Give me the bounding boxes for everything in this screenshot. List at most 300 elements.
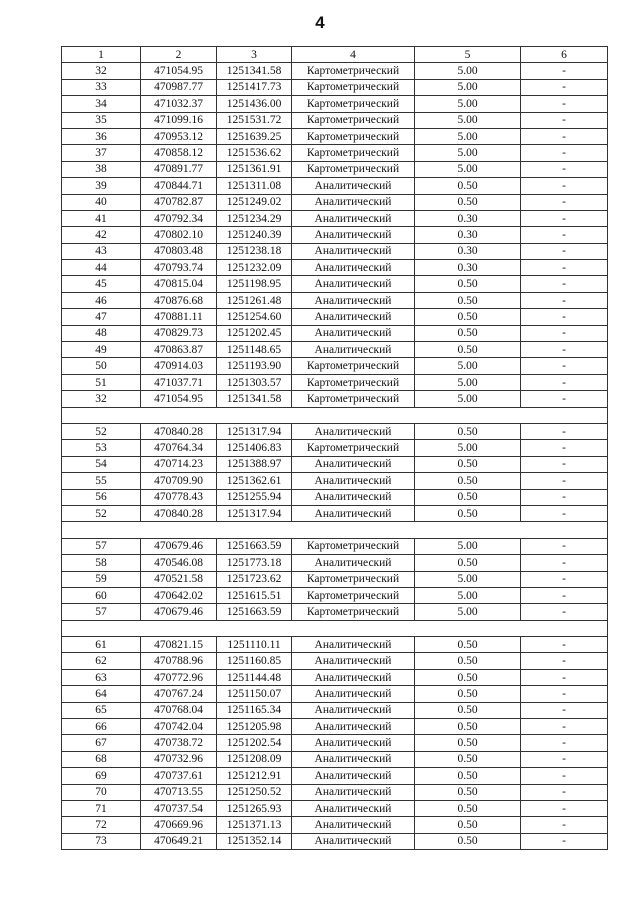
cell-accuracy: 0.50 — [415, 653, 521, 669]
cell-x-coordinate: 470709.90 — [141, 473, 217, 489]
cell-accuracy: 5.00 — [415, 374, 521, 390]
cell-method: Аналитический — [292, 719, 415, 735]
cell-x-coordinate: 470767.24 — [141, 686, 217, 702]
cell-y-coordinate: 1251240.39 — [217, 227, 292, 243]
cell-x-coordinate: 470788.96 — [141, 653, 217, 669]
table-row — [62, 719, 608, 735]
header-col-1: 1 — [62, 47, 141, 63]
cell-accuracy: 0.50 — [415, 178, 521, 194]
cell-method — [292, 522, 415, 538]
cell-accuracy: 0.50 — [415, 555, 521, 571]
table-row — [62, 342, 608, 358]
cell-point-number: 56 — [62, 489, 141, 505]
table-row — [62, 374, 608, 390]
cell-x-coordinate: 471054.95 — [141, 391, 217, 407]
cell-point-number: 58 — [62, 555, 141, 571]
table-row — [62, 555, 608, 571]
cell-x-coordinate: 470793.74 — [141, 260, 217, 276]
cell-accuracy: 5.00 — [415, 604, 521, 620]
cell-method: Аналитический — [292, 473, 415, 489]
table-row — [62, 604, 608, 620]
cell-note: - — [521, 63, 608, 79]
cell-y-coordinate: 1251150.07 — [217, 686, 292, 702]
table-row — [62, 587, 608, 603]
table-row — [62, 79, 608, 95]
cell-accuracy: 0.50 — [415, 833, 521, 849]
cell-accuracy: 0.50 — [415, 423, 521, 439]
cell-point-number: 68 — [62, 751, 141, 767]
cell-y-coordinate: 1251160.85 — [217, 653, 292, 669]
cell-y-coordinate: 1251249.02 — [217, 194, 292, 210]
cell-accuracy: 0.50 — [415, 669, 521, 685]
cell-accuracy: 5.00 — [415, 587, 521, 603]
cell-note: - — [521, 587, 608, 603]
cell-accuracy: 0.50 — [415, 325, 521, 341]
cell-x-coordinate: 470772.96 — [141, 669, 217, 685]
cell-accuracy: 0.50 — [415, 309, 521, 325]
cell-method: Аналитический — [292, 702, 415, 718]
cell-accuracy: 5.00 — [415, 358, 521, 374]
cell-x-coordinate: 470782.87 — [141, 194, 217, 210]
table-row — [62, 358, 608, 374]
cell-method: Картометрический — [292, 538, 415, 554]
cell-x-coordinate: 471037.71 — [141, 374, 217, 390]
cell-accuracy: 0.50 — [415, 637, 521, 653]
cell-point-number: 51 — [62, 374, 141, 390]
cell-x-coordinate: 470881.11 — [141, 309, 217, 325]
cell-accuracy — [415, 407, 521, 423]
cell-accuracy: 0.30 — [415, 210, 521, 226]
cell-point-number: 50 — [62, 358, 141, 374]
cell-point-number: 69 — [62, 768, 141, 784]
table-header-row — [62, 47, 608, 63]
cell-method: Картометрический — [292, 63, 415, 79]
cell-y-coordinate — [217, 620, 292, 636]
cell-x-coordinate: 470742.04 — [141, 719, 217, 735]
cell-y-coordinate: 1251536.62 — [217, 145, 292, 161]
table-row — [62, 768, 608, 784]
cell-method: Аналитический — [292, 423, 415, 439]
cell-point-number: 70 — [62, 784, 141, 800]
cell-y-coordinate: 1251436.00 — [217, 96, 292, 112]
cell-method: Картометрический — [292, 587, 415, 603]
cell-x-coordinate: 470669.96 — [141, 817, 217, 833]
cell-x-coordinate: 470714.23 — [141, 456, 217, 472]
cell-accuracy: 0.50 — [415, 276, 521, 292]
cell-accuracy: 5.00 — [415, 79, 521, 95]
cell-point-number: 36 — [62, 128, 141, 144]
table-row — [62, 653, 608, 669]
cell-accuracy: 5.00 — [415, 63, 521, 79]
cell-accuracy: 0.50 — [415, 800, 521, 816]
cell-y-coordinate: 1251663.59 — [217, 538, 292, 554]
cell-method: Аналитический — [292, 784, 415, 800]
cell-x-coordinate — [141, 522, 217, 538]
cell-point-number: 47 — [62, 309, 141, 325]
cell-note: - — [521, 325, 608, 341]
cell-method: Аналитический — [292, 210, 415, 226]
cell-accuracy: 0.30 — [415, 243, 521, 259]
cell-x-coordinate: 470829.73 — [141, 325, 217, 341]
cell-accuracy — [415, 522, 521, 538]
cell-y-coordinate: 1251371.13 — [217, 817, 292, 833]
cell-method: Картометрический — [292, 440, 415, 456]
cell-point-number: 57 — [62, 538, 141, 554]
cell-x-coordinate: 470732.96 — [141, 751, 217, 767]
cell-note: - — [521, 538, 608, 554]
cell-x-coordinate: 470914.03 — [141, 358, 217, 374]
cell-note: - — [521, 637, 608, 653]
cell-x-coordinate: 471054.95 — [141, 63, 217, 79]
cell-y-coordinate: 1251250.52 — [217, 784, 292, 800]
table-row — [62, 260, 608, 276]
table-row — [62, 325, 608, 341]
cell-method: Аналитический — [292, 669, 415, 685]
cell-accuracy: 0.50 — [415, 719, 521, 735]
cell-x-coordinate: 470876.68 — [141, 292, 217, 308]
cell-method: Аналитический — [292, 653, 415, 669]
cell-y-coordinate: 1251417.73 — [217, 79, 292, 95]
cell-note: - — [521, 276, 608, 292]
cell-y-coordinate: 1251361.91 — [217, 161, 292, 177]
cell-method: Аналитический — [292, 260, 415, 276]
cell-method: Аналитический — [292, 817, 415, 833]
table-row — [62, 735, 608, 751]
cell-x-coordinate: 470815.04 — [141, 276, 217, 292]
cell-y-coordinate: 1251198.95 — [217, 276, 292, 292]
table-row — [62, 702, 608, 718]
cell-note: - — [521, 292, 608, 308]
cell-point-number: 55 — [62, 473, 141, 489]
cell-accuracy: 0.50 — [415, 817, 521, 833]
table-row — [62, 145, 608, 161]
cell-x-coordinate: 470649.21 — [141, 833, 217, 849]
table-row — [62, 489, 608, 505]
cell-y-coordinate — [217, 407, 292, 423]
cell-y-coordinate: 1251261.48 — [217, 292, 292, 308]
cell-method: Аналитический — [292, 489, 415, 505]
cell-note: - — [521, 423, 608, 439]
cell-accuracy: 0.50 — [415, 505, 521, 521]
cell-x-coordinate: 471099.16 — [141, 112, 217, 128]
cell-y-coordinate: 1251208.09 — [217, 751, 292, 767]
cell-note: - — [521, 817, 608, 833]
cell-accuracy: 0.50 — [415, 473, 521, 489]
cell-y-coordinate: 1251388.97 — [217, 456, 292, 472]
cell-accuracy: 5.00 — [415, 571, 521, 587]
cell-accuracy — [415, 620, 521, 636]
cell-x-coordinate: 470863.87 — [141, 342, 217, 358]
cell-x-coordinate: 470803.48 — [141, 243, 217, 259]
cell-x-coordinate: 470764.34 — [141, 440, 217, 456]
cell-note: - — [521, 735, 608, 751]
cell-note: - — [521, 96, 608, 112]
cell-method: Аналитический — [292, 735, 415, 751]
cell-y-coordinate: 1251303.57 — [217, 374, 292, 390]
cell-method: Аналитический — [292, 768, 415, 784]
cell-accuracy: 5.00 — [415, 440, 521, 456]
cell-point-number: 66 — [62, 719, 141, 735]
cell-point-number: 34 — [62, 96, 141, 112]
cell-x-coordinate: 470987.77 — [141, 79, 217, 95]
cell-point-number: 42 — [62, 227, 141, 243]
table-row — [62, 637, 608, 653]
table-row — [62, 686, 608, 702]
cell-point-number: 35 — [62, 112, 141, 128]
cell-note — [521, 620, 608, 636]
cell-method: Аналитический — [292, 292, 415, 308]
cell-y-coordinate — [217, 522, 292, 538]
cell-note: - — [521, 79, 608, 95]
cell-method — [292, 407, 415, 423]
cell-x-coordinate: 470521.58 — [141, 571, 217, 587]
cell-x-coordinate: 470891.77 — [141, 161, 217, 177]
cell-note — [521, 407, 608, 423]
cell-note: - — [521, 833, 608, 849]
cell-method: Картометрический — [292, 128, 415, 144]
cell-method: Картометрический — [292, 161, 415, 177]
table-separator-row — [62, 620, 608, 636]
cell-x-coordinate: 470844.71 — [141, 178, 217, 194]
cell-point-number: 40 — [62, 194, 141, 210]
cell-accuracy: 0.50 — [415, 751, 521, 767]
cell-accuracy: 0.50 — [415, 342, 521, 358]
cell-method: Аналитический — [292, 800, 415, 816]
cell-x-coordinate: 470737.54 — [141, 800, 217, 816]
cell-note: - — [521, 440, 608, 456]
cell-point-number: 37 — [62, 145, 141, 161]
cell-method: Аналитический — [292, 309, 415, 325]
cell-note: - — [521, 555, 608, 571]
cell-x-coordinate: 470737.61 — [141, 768, 217, 784]
cell-y-coordinate: 1251406.83 — [217, 440, 292, 456]
cell-point-number: 49 — [62, 342, 141, 358]
table-row — [62, 440, 608, 456]
table-row — [62, 243, 608, 259]
table-row — [62, 309, 608, 325]
cell-note: - — [521, 473, 608, 489]
cell-note: - — [521, 358, 608, 374]
cell-point-number: 43 — [62, 243, 141, 259]
cell-point-number: 46 — [62, 292, 141, 308]
cell-point-number: 67 — [62, 735, 141, 751]
cell-x-coordinate: 470713.55 — [141, 784, 217, 800]
cell-y-coordinate: 1251663.59 — [217, 604, 292, 620]
cell-y-coordinate: 1251238.18 — [217, 243, 292, 259]
cell-note: - — [521, 719, 608, 735]
table-row — [62, 505, 608, 521]
cell-point-number: 65 — [62, 702, 141, 718]
cell-point-number: 64 — [62, 686, 141, 702]
cell-note: - — [521, 210, 608, 226]
cell-y-coordinate: 1251265.93 — [217, 800, 292, 816]
cell-accuracy: 5.00 — [415, 128, 521, 144]
table-row — [62, 112, 608, 128]
cell-method: Картометрический — [292, 358, 415, 374]
cell-note: - — [521, 571, 608, 587]
cell-x-coordinate: 470840.28 — [141, 505, 217, 521]
table-separator-row — [62, 407, 608, 423]
table-row — [62, 571, 608, 587]
cell-note: - — [521, 800, 608, 816]
cell-method: Аналитический — [292, 555, 415, 571]
table-row — [62, 456, 608, 472]
cell-x-coordinate: 471032.37 — [141, 96, 217, 112]
cell-note — [521, 522, 608, 538]
cell-method: Картометрический — [292, 112, 415, 128]
cell-y-coordinate: 1251352.14 — [217, 833, 292, 849]
table-body — [62, 63, 608, 850]
cell-accuracy: 5.00 — [415, 145, 521, 161]
cell-accuracy: 0.50 — [415, 768, 521, 784]
cell-x-coordinate: 470953.12 — [141, 128, 217, 144]
cell-y-coordinate: 1251165.34 — [217, 702, 292, 718]
table-row — [62, 128, 608, 144]
coordinates-table — [61, 46, 608, 850]
cell-y-coordinate: 1251341.58 — [217, 63, 292, 79]
cell-accuracy: 5.00 — [415, 161, 521, 177]
header-col-2: 2 — [141, 47, 217, 63]
table-row — [62, 800, 608, 816]
table-row — [62, 276, 608, 292]
cell-method: Картометрический — [292, 391, 415, 407]
header-col-6: 6 — [521, 47, 608, 63]
cell-note: - — [521, 178, 608, 194]
cell-accuracy: 0.50 — [415, 456, 521, 472]
cell-point-number: 33 — [62, 79, 141, 95]
cell-x-coordinate: 470768.04 — [141, 702, 217, 718]
header-col-4: 4 — [292, 47, 415, 63]
cell-note: - — [521, 161, 608, 177]
cell-point-number: 48 — [62, 325, 141, 341]
header-col-5: 5 — [415, 47, 521, 63]
table-row — [62, 473, 608, 489]
cell-point-number: 59 — [62, 571, 141, 587]
cell-accuracy: 0.50 — [415, 292, 521, 308]
cell-method: Аналитический — [292, 178, 415, 194]
cell-method: Картометрический — [292, 374, 415, 390]
cell-x-coordinate: 470679.46 — [141, 538, 217, 554]
cell-point-number: 61 — [62, 637, 141, 653]
cell-note: - — [521, 374, 608, 390]
cell-x-coordinate: 470792.34 — [141, 210, 217, 226]
header-col-3: 3 — [217, 47, 292, 63]
table-row — [62, 227, 608, 243]
cell-note: - — [521, 145, 608, 161]
cell-point-number: 52 — [62, 423, 141, 439]
cell-note: - — [521, 342, 608, 358]
cell-x-coordinate — [141, 407, 217, 423]
cell-accuracy: 5.00 — [415, 96, 521, 112]
cell-note: - — [521, 784, 608, 800]
table-row — [62, 751, 608, 767]
table-row — [62, 423, 608, 439]
cell-note: - — [521, 243, 608, 259]
cell-accuracy: 0.50 — [415, 686, 521, 702]
table-row — [62, 178, 608, 194]
cell-method: Аналитический — [292, 227, 415, 243]
cell-method: Аналитический — [292, 325, 415, 341]
table-row — [62, 292, 608, 308]
cell-point-number: 53 — [62, 440, 141, 456]
cell-method: Аналитический — [292, 456, 415, 472]
cell-method: Аналитический — [292, 194, 415, 210]
cell-y-coordinate: 1251773.18 — [217, 555, 292, 571]
cell-y-coordinate: 1251193.90 — [217, 358, 292, 374]
cell-point-number: 32 — [62, 391, 141, 407]
cell-x-coordinate: 470778.43 — [141, 489, 217, 505]
page-number: 4 — [315, 13, 325, 32]
cell-accuracy: 0.50 — [415, 489, 521, 505]
cell-y-coordinate: 1251531.72 — [217, 112, 292, 128]
cell-point-number: 62 — [62, 653, 141, 669]
cell-y-coordinate: 1251212.91 — [217, 768, 292, 784]
cell-note: - — [521, 227, 608, 243]
cell-y-coordinate: 1251362.61 — [217, 473, 292, 489]
cell-method: Аналитический — [292, 342, 415, 358]
cell-x-coordinate: 470738.72 — [141, 735, 217, 751]
cell-method: Картометрический — [292, 96, 415, 112]
cell-method: Аналитический — [292, 637, 415, 653]
cell-note: - — [521, 751, 608, 767]
cell-y-coordinate: 1251254.60 — [217, 309, 292, 325]
cell-y-coordinate: 1251202.45 — [217, 325, 292, 341]
cell-point-number — [62, 407, 141, 423]
cell-accuracy: 5.00 — [415, 391, 521, 407]
cell-point-number: 72 — [62, 817, 141, 833]
cell-method: Картометрический — [292, 79, 415, 95]
cell-accuracy: 5.00 — [415, 538, 521, 554]
cell-note: - — [521, 489, 608, 505]
cell-note: - — [521, 686, 608, 702]
cell-point-number: 52 — [62, 505, 141, 521]
cell-note: - — [521, 194, 608, 210]
cell-point-number: 45 — [62, 276, 141, 292]
cell-point-number: 41 — [62, 210, 141, 226]
cell-accuracy: 0.30 — [415, 227, 521, 243]
cell-y-coordinate: 1251341.58 — [217, 391, 292, 407]
cell-x-coordinate: 470642.02 — [141, 587, 217, 603]
table-row — [62, 63, 608, 79]
cell-note: - — [521, 653, 608, 669]
cell-note: - — [521, 505, 608, 521]
cell-point-number: 57 — [62, 604, 141, 620]
cell-note: - — [521, 112, 608, 128]
table-row — [62, 161, 608, 177]
cell-x-coordinate — [141, 620, 217, 636]
table-row — [62, 817, 608, 833]
cell-y-coordinate: 1251317.94 — [217, 423, 292, 439]
cell-point-number: 71 — [62, 800, 141, 816]
cell-x-coordinate: 470858.12 — [141, 145, 217, 161]
cell-method: Аналитический — [292, 505, 415, 521]
cell-note: - — [521, 260, 608, 276]
cell-note: - — [521, 456, 608, 472]
cell-method: Картометрический — [292, 604, 415, 620]
cell-note: - — [521, 309, 608, 325]
cell-point-number: 32 — [62, 63, 141, 79]
cell-point-number: 39 — [62, 178, 141, 194]
cell-y-coordinate: 1251205.98 — [217, 719, 292, 735]
cell-y-coordinate: 1251234.29 — [217, 210, 292, 226]
cell-point-number: 54 — [62, 456, 141, 472]
cell-point-number: 38 — [62, 161, 141, 177]
table-row — [62, 194, 608, 210]
table-row — [62, 538, 608, 554]
table-row — [62, 669, 608, 685]
cell-note: - — [521, 669, 608, 685]
table-row — [62, 391, 608, 407]
